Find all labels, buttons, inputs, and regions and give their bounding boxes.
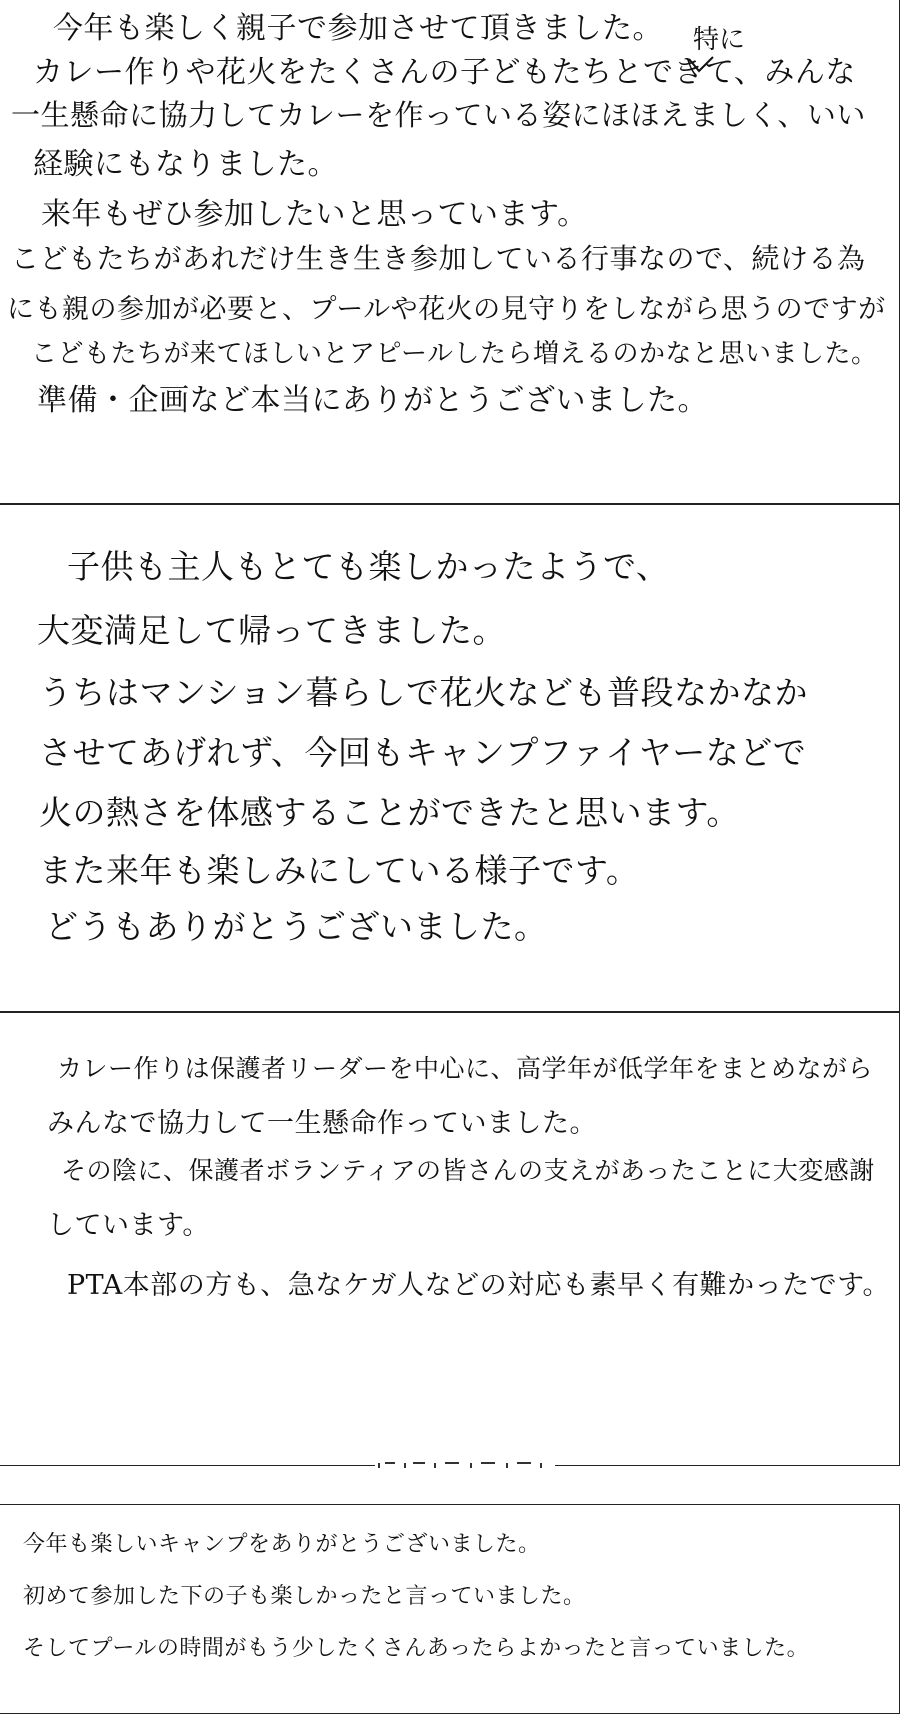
comment-1-insertion: 特に: [693, 25, 746, 55]
comment-2-line-5: 火の熱さを体感することができたと思います。: [39, 793, 740, 832]
comment-1-line-3: 一生懸命に協力してカレーを作っている姿にほほえましく、いい: [11, 98, 866, 132]
comment-1-line-8: こどもたちが来てほしいとアピールしたら増えるのかなと思いました。: [31, 339, 878, 369]
comment-2-line-1: 子供も主人もとても楽しかったようで、: [67, 547, 670, 586]
comment-4-line-1: 今年も楽しいキャンプをありがとうございました。: [23, 1532, 541, 1557]
insertion-caret-icon: [687, 55, 717, 75]
comment-3-line-4: しています。: [47, 1210, 210, 1241]
comment-1-line-9: 準備・企画など本当にありがとうございました。: [37, 383, 708, 418]
comment-1-line-4: 経験にもなりました。: [33, 147, 338, 182]
comment-card-2: [0, 504, 900, 1012]
comment-1-line-6: こどもたちがあれだけ生き生き参加している行事なので、続ける為: [11, 242, 866, 275]
comment-3-line-3: その陰に、保護者ボランティアの皆さんの支えがあったことに大変感謝: [61, 1156, 875, 1185]
comment-2-line-2: 大変満足して帰ってきました。: [37, 611, 506, 650]
comment-1-line-5: 来年もぜひ参加したいと思っています。: [41, 197, 588, 232]
comment-4-line-3: そしてプールの時間がもう少したくさんあったらよかったと言っていました。: [23, 1636, 810, 1661]
comment-2-line-4: させてあげれず、今回もキャンプファイヤーなどで: [39, 733, 807, 772]
comment-1-line-2: カレー作りや花火をたくさんの子どもたちとできて、みんな: [33, 55, 856, 90]
comment-2-line-3: うちはマンション暮らしで花火なども普段なかなか: [39, 673, 809, 712]
comment-card-4: [0, 1504, 900, 1714]
comment-4-line-2: 初めて参加した下の子も楽しかったと言っていました。: [23, 1584, 586, 1609]
comment-card-3: [0, 1012, 900, 1466]
comment-card-1: [0, 0, 900, 504]
comment-3-line-2: みんなで協力して一生懸命作っていました。: [47, 1108, 597, 1139]
comment-3-line-5: PTA本部の方も、急なケガ人などの対応も素早く有難かったです。: [67, 1270, 890, 1301]
cropped-text-fragment: [375, 1456, 555, 1468]
comment-1-line-1: 今年も楽しく親子で参加させて頂きました。: [53, 11, 663, 46]
comment-2-line-7: どうもありがとうございました。: [45, 907, 548, 946]
comment-3-line-1: カレー作りは保護者リーダーを中心に、高学年が低学年をまとめながら: [57, 1054, 874, 1083]
comment-1-line-7: にも親の参加が必要と、プールや花火の見守りをしながら思うのですが: [7, 294, 886, 325]
comment-2-line-6: また来年も楽しみにしている様子です。: [39, 851, 640, 890]
